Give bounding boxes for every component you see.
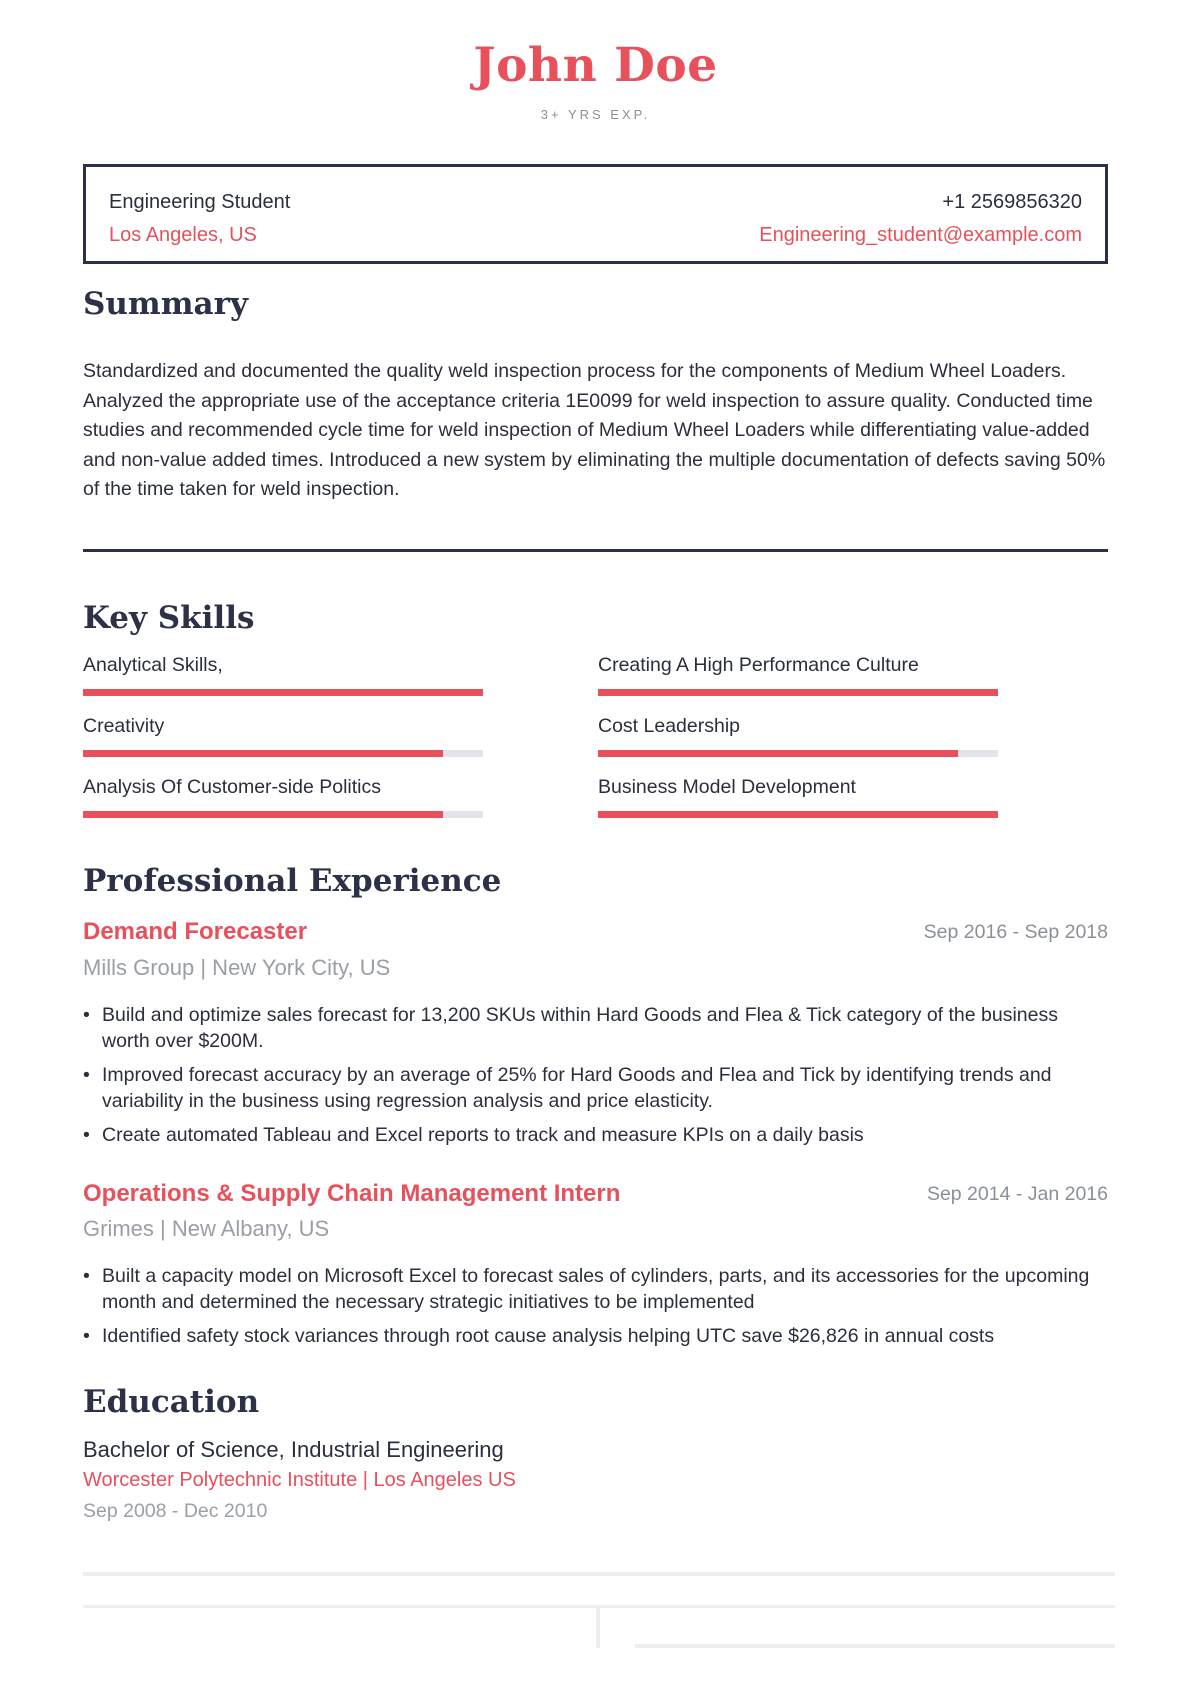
education-heading: Education (83, 1384, 260, 1420)
summary-heading: Summary (83, 286, 248, 322)
skill-label: Creativity (83, 715, 165, 737)
job-dates: Sep 2014 - Jan 2016 (926, 1183, 1108, 1205)
footer-decor-line (83, 1572, 1115, 1576)
education-dates: Sep 2008 - Dec 2010 (83, 1500, 268, 1522)
candidate-name: John Doe (473, 38, 718, 93)
skill-meter-fill (83, 750, 443, 757)
skill-label: Analytical Skills, (83, 654, 223, 676)
degree-text: Bachelor of Science, Industrial Engineering (83, 1437, 504, 1462)
summary-text: Standardized and documented the quality weld inspection process for the components of Medium Wheel Loaders. Analyzed the appropriate use of the acceptance criteria 1E0099 for weld inspection to assure quality. Conducted time studies and recommended cycle time for weld inspection of Medium Wheel Loaders while differentiating value-added and non-value added times. Introduced a new system by eliminating the multiple documentation of defects saving 50% of the time taken for weld inspection. (83, 360, 1106, 500)
skill-meter-fill (598, 750, 958, 757)
skill-label: Analysis Of Customer-side Politics (83, 776, 382, 798)
job-dates: Sep 2016 - Sep 2018 (923, 921, 1108, 943)
job-title: Demand Forecaster (83, 918, 308, 945)
job-bullets (83, 1002, 1103, 1156)
bullet-item: • Improved forecast accuracy by an average of 25% for Hard Goods and Flea and Tick by identifying trends and variability in the business using regression analysis and price elasticity. (83, 1062, 1103, 1114)
experience-heading: Professional Experience (83, 863, 502, 899)
skill-meter-track (598, 750, 998, 757)
bullet-item: • Identified safety stock variances through root cause analysis helping UTC save $26,826 in annual costs (83, 1323, 1103, 1349)
job-company: Grimes | New Albany, US (83, 1216, 330, 1241)
skill-meter-track (83, 811, 483, 818)
section-divider (83, 549, 1108, 552)
skill-item (83, 715, 483, 757)
skill-meter-fill (598, 811, 998, 818)
phone-text: +1 2569856320 (942, 191, 1082, 213)
skill-label: Business Model Development (598, 776, 856, 798)
skill-meter-track (83, 750, 483, 757)
bullet-item: • Create automated Tableau and Excel reports to track and measure KPIs on a daily basis (83, 1122, 1103, 1148)
skill-item (83, 654, 483, 696)
contact-box (83, 164, 1108, 264)
skill-item (598, 776, 998, 818)
footer-decor-line (596, 1608, 600, 1648)
bullet-item: • Built a capacity model on Microsoft Excel to forecast sales of cylinders, parts, and its accessories for the upcoming month and determined the necessary strategic initiatives to be implemented (83, 1263, 1103, 1315)
skill-label: Creating A High Performance Culture (598, 654, 919, 676)
skill-meter-fill (598, 689, 998, 696)
skill-item (83, 776, 483, 818)
skill-meter-track (598, 689, 998, 696)
skill-meter-fill (83, 811, 443, 818)
skills-heading: Key Skills (83, 600, 255, 636)
job-title: Operations & Supply Chain Management Intern (83, 1180, 621, 1207)
skill-meter-fill (83, 689, 483, 696)
skill-meter-track (598, 811, 998, 818)
job-company: Mills Group | New York City, US (83, 955, 391, 980)
skill-item (598, 654, 998, 696)
footer-decor-line (635, 1644, 1115, 1648)
skill-label: Cost Leadership (598, 715, 741, 737)
job-bullets (83, 1263, 1103, 1357)
school-text: Worcester Polytechnic Institute | Los Angeles US (83, 1469, 516, 1491)
bullet-item: • Build and optimize sales forecast for 13,200 SKUs within Hard Goods and Flea & Tick category of the business worth over $200M. (83, 1002, 1103, 1054)
location-text: Los Angeles, US (109, 224, 257, 246)
email-link[interactable]: Engineering_student@example.com (759, 224, 1082, 246)
skill-meter-track (83, 689, 483, 696)
job-title-text: Engineering Student (109, 191, 291, 213)
experience-tagline: 3+ YRS EXP. (540, 107, 651, 122)
skill-item (598, 715, 998, 757)
